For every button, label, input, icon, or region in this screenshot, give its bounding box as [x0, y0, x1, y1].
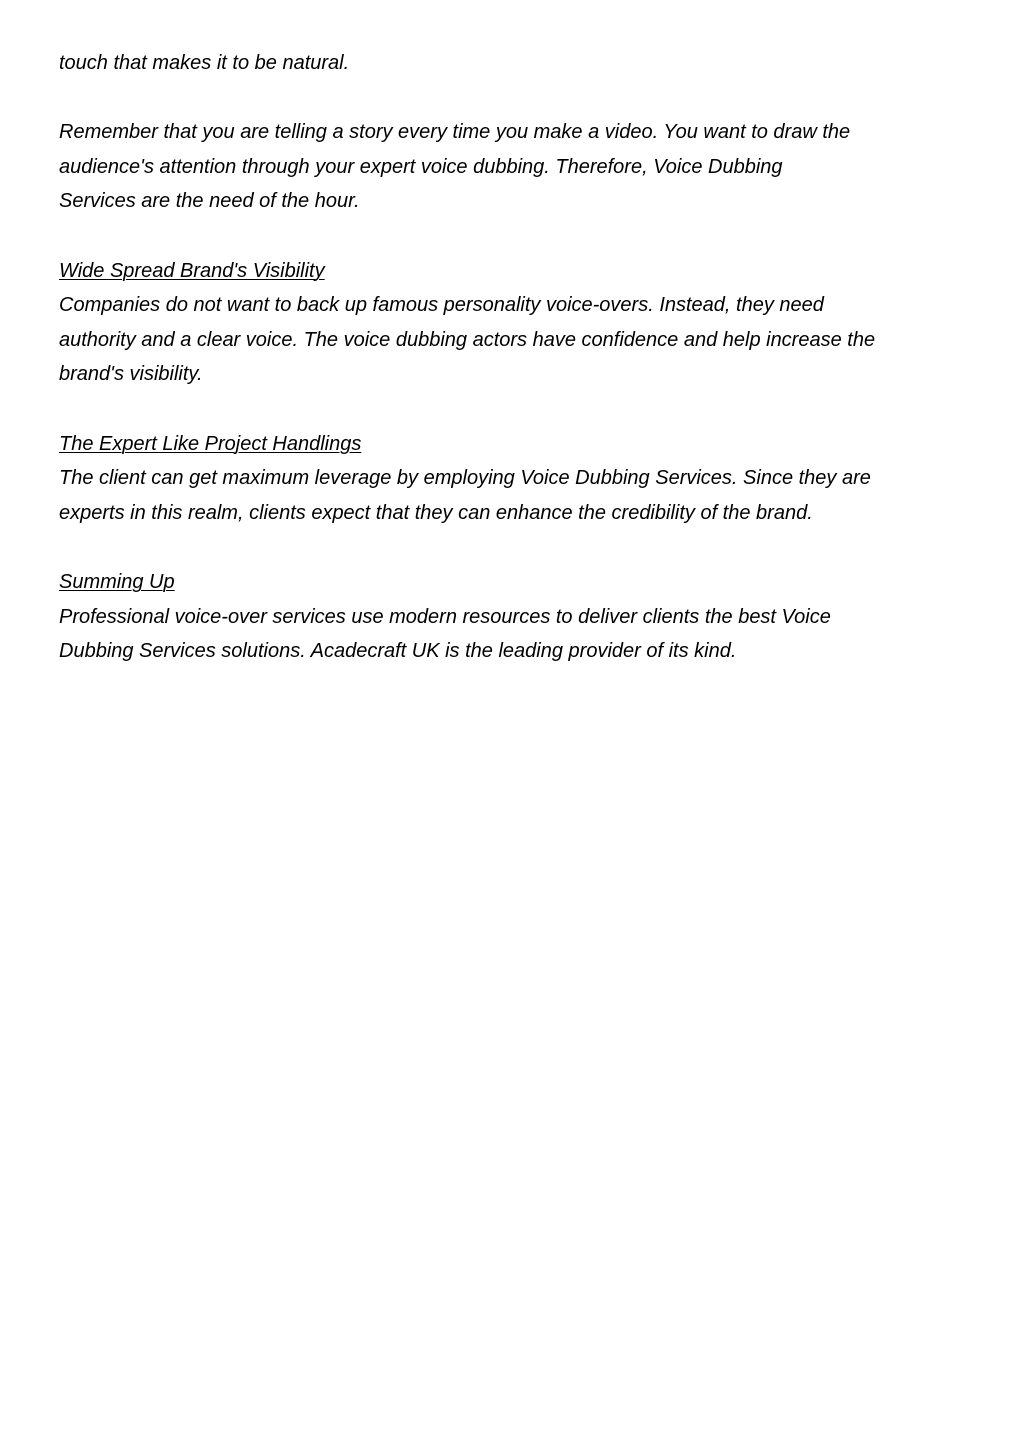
section-body-line: Professional voice-over services use modern resources to deliver clients the best Voice	[59, 605, 831, 628]
section-heading-brand-visibility: Wide Spread Brand's Visibility	[59, 259, 325, 282]
section-body-line: brand's visibility.	[59, 363, 203, 386]
section-body-line: Dubbing Services solutions. Acadecraft UK is the leading provider of its kind.	[59, 640, 737, 663]
section-project-handlings	[59, 427, 959, 531]
paragraph-spacer	[59, 219, 959, 254]
intro-tail-paragraph	[59, 46, 959, 81]
section-body-line: experts in this realm, clients expect that they can enhance the credibility of the brand.	[59, 501, 813, 524]
section-summing-up	[59, 565, 959, 669]
paragraph-spacer	[59, 81, 959, 116]
story-line-3: Services are the need of the hour.	[59, 190, 360, 213]
story-line-2: audience's attention through your expert voice dubbing. Therefore, Voice Dubbing	[59, 155, 783, 178]
section-heading-project-handlings: The Expert Like Project Handlings	[59, 432, 362, 455]
document-page	[59, 46, 959, 669]
paragraph-spacer	[59, 392, 959, 427]
paragraph-spacer	[59, 530, 959, 565]
story-line-1: Remember that you are telling a story every time you make a video. You want to draw the	[59, 121, 851, 144]
section-body-line: The client can get maximum leverage by employing Voice Dubbing Services. Since they are	[59, 467, 871, 490]
section-brand-visibility	[59, 254, 959, 392]
story-paragraph	[59, 115, 959, 219]
section-body-line: Companies do not want to back up famous personality voice-overs. Instead, they need	[59, 294, 824, 317]
intro-tail-line: touch that makes it to be natural.	[59, 52, 350, 74]
section-body-line: authority and a clear voice. The voice dubbing actors have confidence and help increase the	[59, 328, 876, 351]
section-heading-summing-up: Summing Up	[59, 570, 175, 593]
